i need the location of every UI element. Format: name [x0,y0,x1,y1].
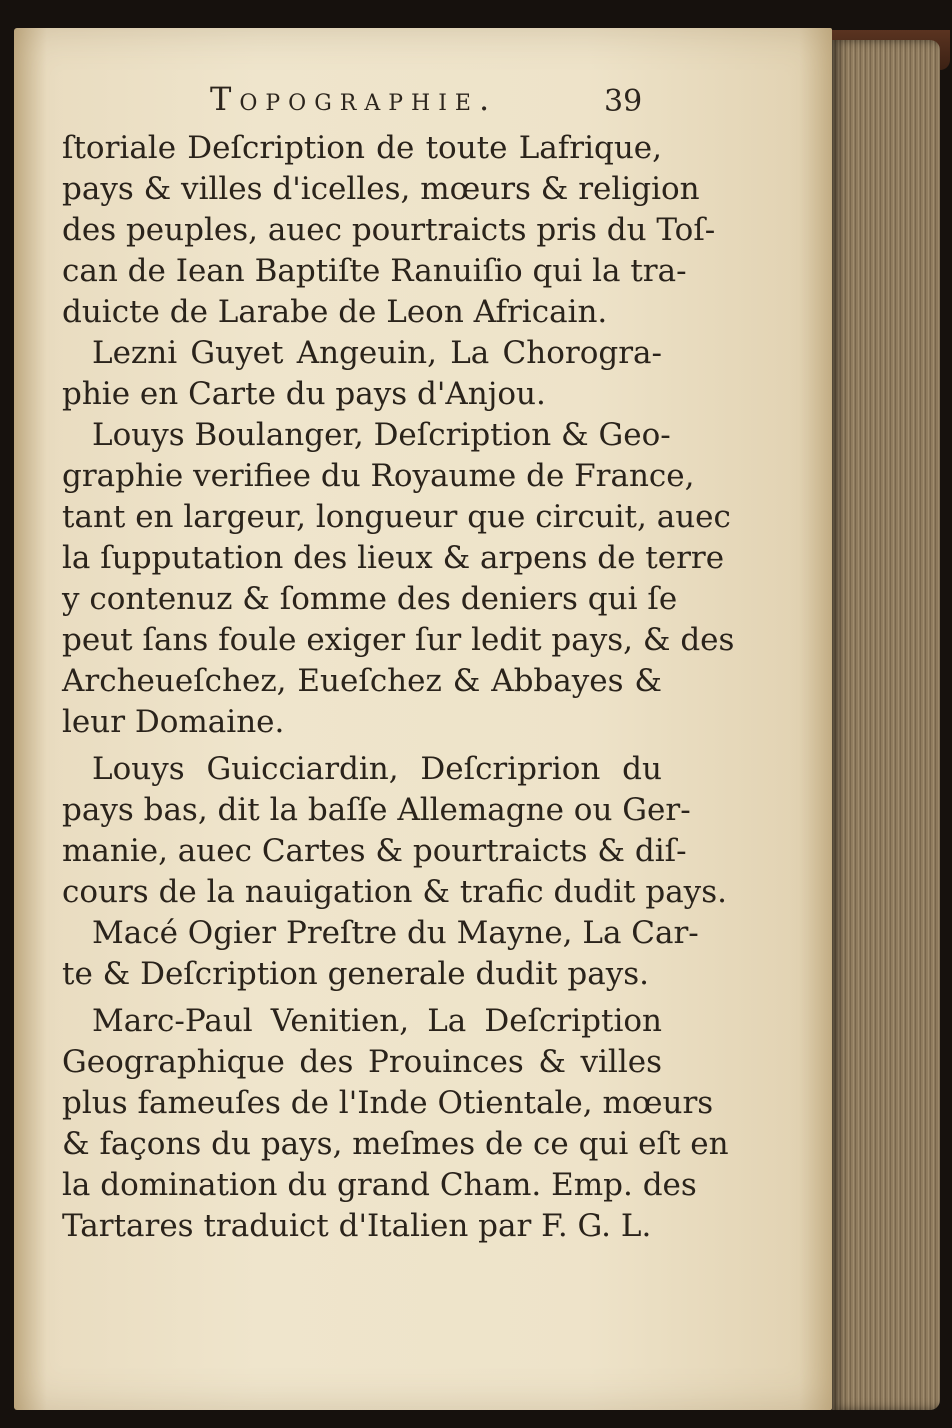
text-line: duicte de Larabe de Leon Africain. [62,294,608,330]
page-edges [832,40,940,1410]
text-line: plus fameuſes de l'Inde Otientale, mœurs [62,1085,714,1121]
text-line: Tartares traduict d'Italien par F. G. L. [62,1208,652,1244]
running-title: Topographie. [210,80,498,118]
text-line: tant en largeur, longueur que circuit, auec [62,499,731,535]
text-line: & façons du pays, meſmes de ce qui eſt en [62,1126,729,1162]
text-line: y contenuz & ſomme des deniers qui ſe [62,581,678,617]
text-line: la domination du grand Cham. Emp. des [62,1167,697,1203]
text-line: can de Iean Baptiſte Ranuiſio qui la tra- [62,253,687,289]
text-line: manie, auec Cartes & pourtraicts & diſ- [62,833,687,869]
text-line: leur Domaine. [62,704,285,740]
text-line: te & Deſcription generale dudit pays. [62,956,649,992]
text-line: pays & villes d'icelles, mœurs & religion [62,171,700,207]
body-text [62,128,735,1247]
text-line: Marc-Paul Venitien, La Deſcription [92,1003,662,1039]
text-line: Archeueſchez, Eueſchez & Abbayes & [62,663,662,699]
text-line: Louys Boulanger, Deſcription & Geo- [92,417,671,453]
text-line: la ſupputation des lieux & arpens de terre [62,540,725,576]
text-line: phie en Carte du pays d'Anjou. [62,376,546,412]
text-line: Lezni Guyet Angeuin, La Chorogra- [92,335,662,371]
page-header [210,80,660,130]
text-line: cours de la nauigation & trafic dudit pays. [62,874,727,910]
text-line: ſtoriale Deſcription de toute Lafrique, [62,130,662,166]
text-line: Geographique des Prouinces & villes [62,1044,662,1080]
text-line: Louys Guicciardin, Deſcriprion du [92,751,662,787]
text-line: graphie verifiee du Royaume de France, [62,458,695,494]
text-line: peut ſans foule exiger ſur ledit pays, & des [62,622,735,658]
text-line: pays bas, dit la baſſe Allemagne ou Ger- [62,792,691,828]
text-line: des peuples, auec pourtraicts pris du Toſ- [62,212,716,248]
page-number: 39 [604,84,643,119]
text-line: Macé Ogier Preſtre du Mayne, La Car- [92,915,699,951]
